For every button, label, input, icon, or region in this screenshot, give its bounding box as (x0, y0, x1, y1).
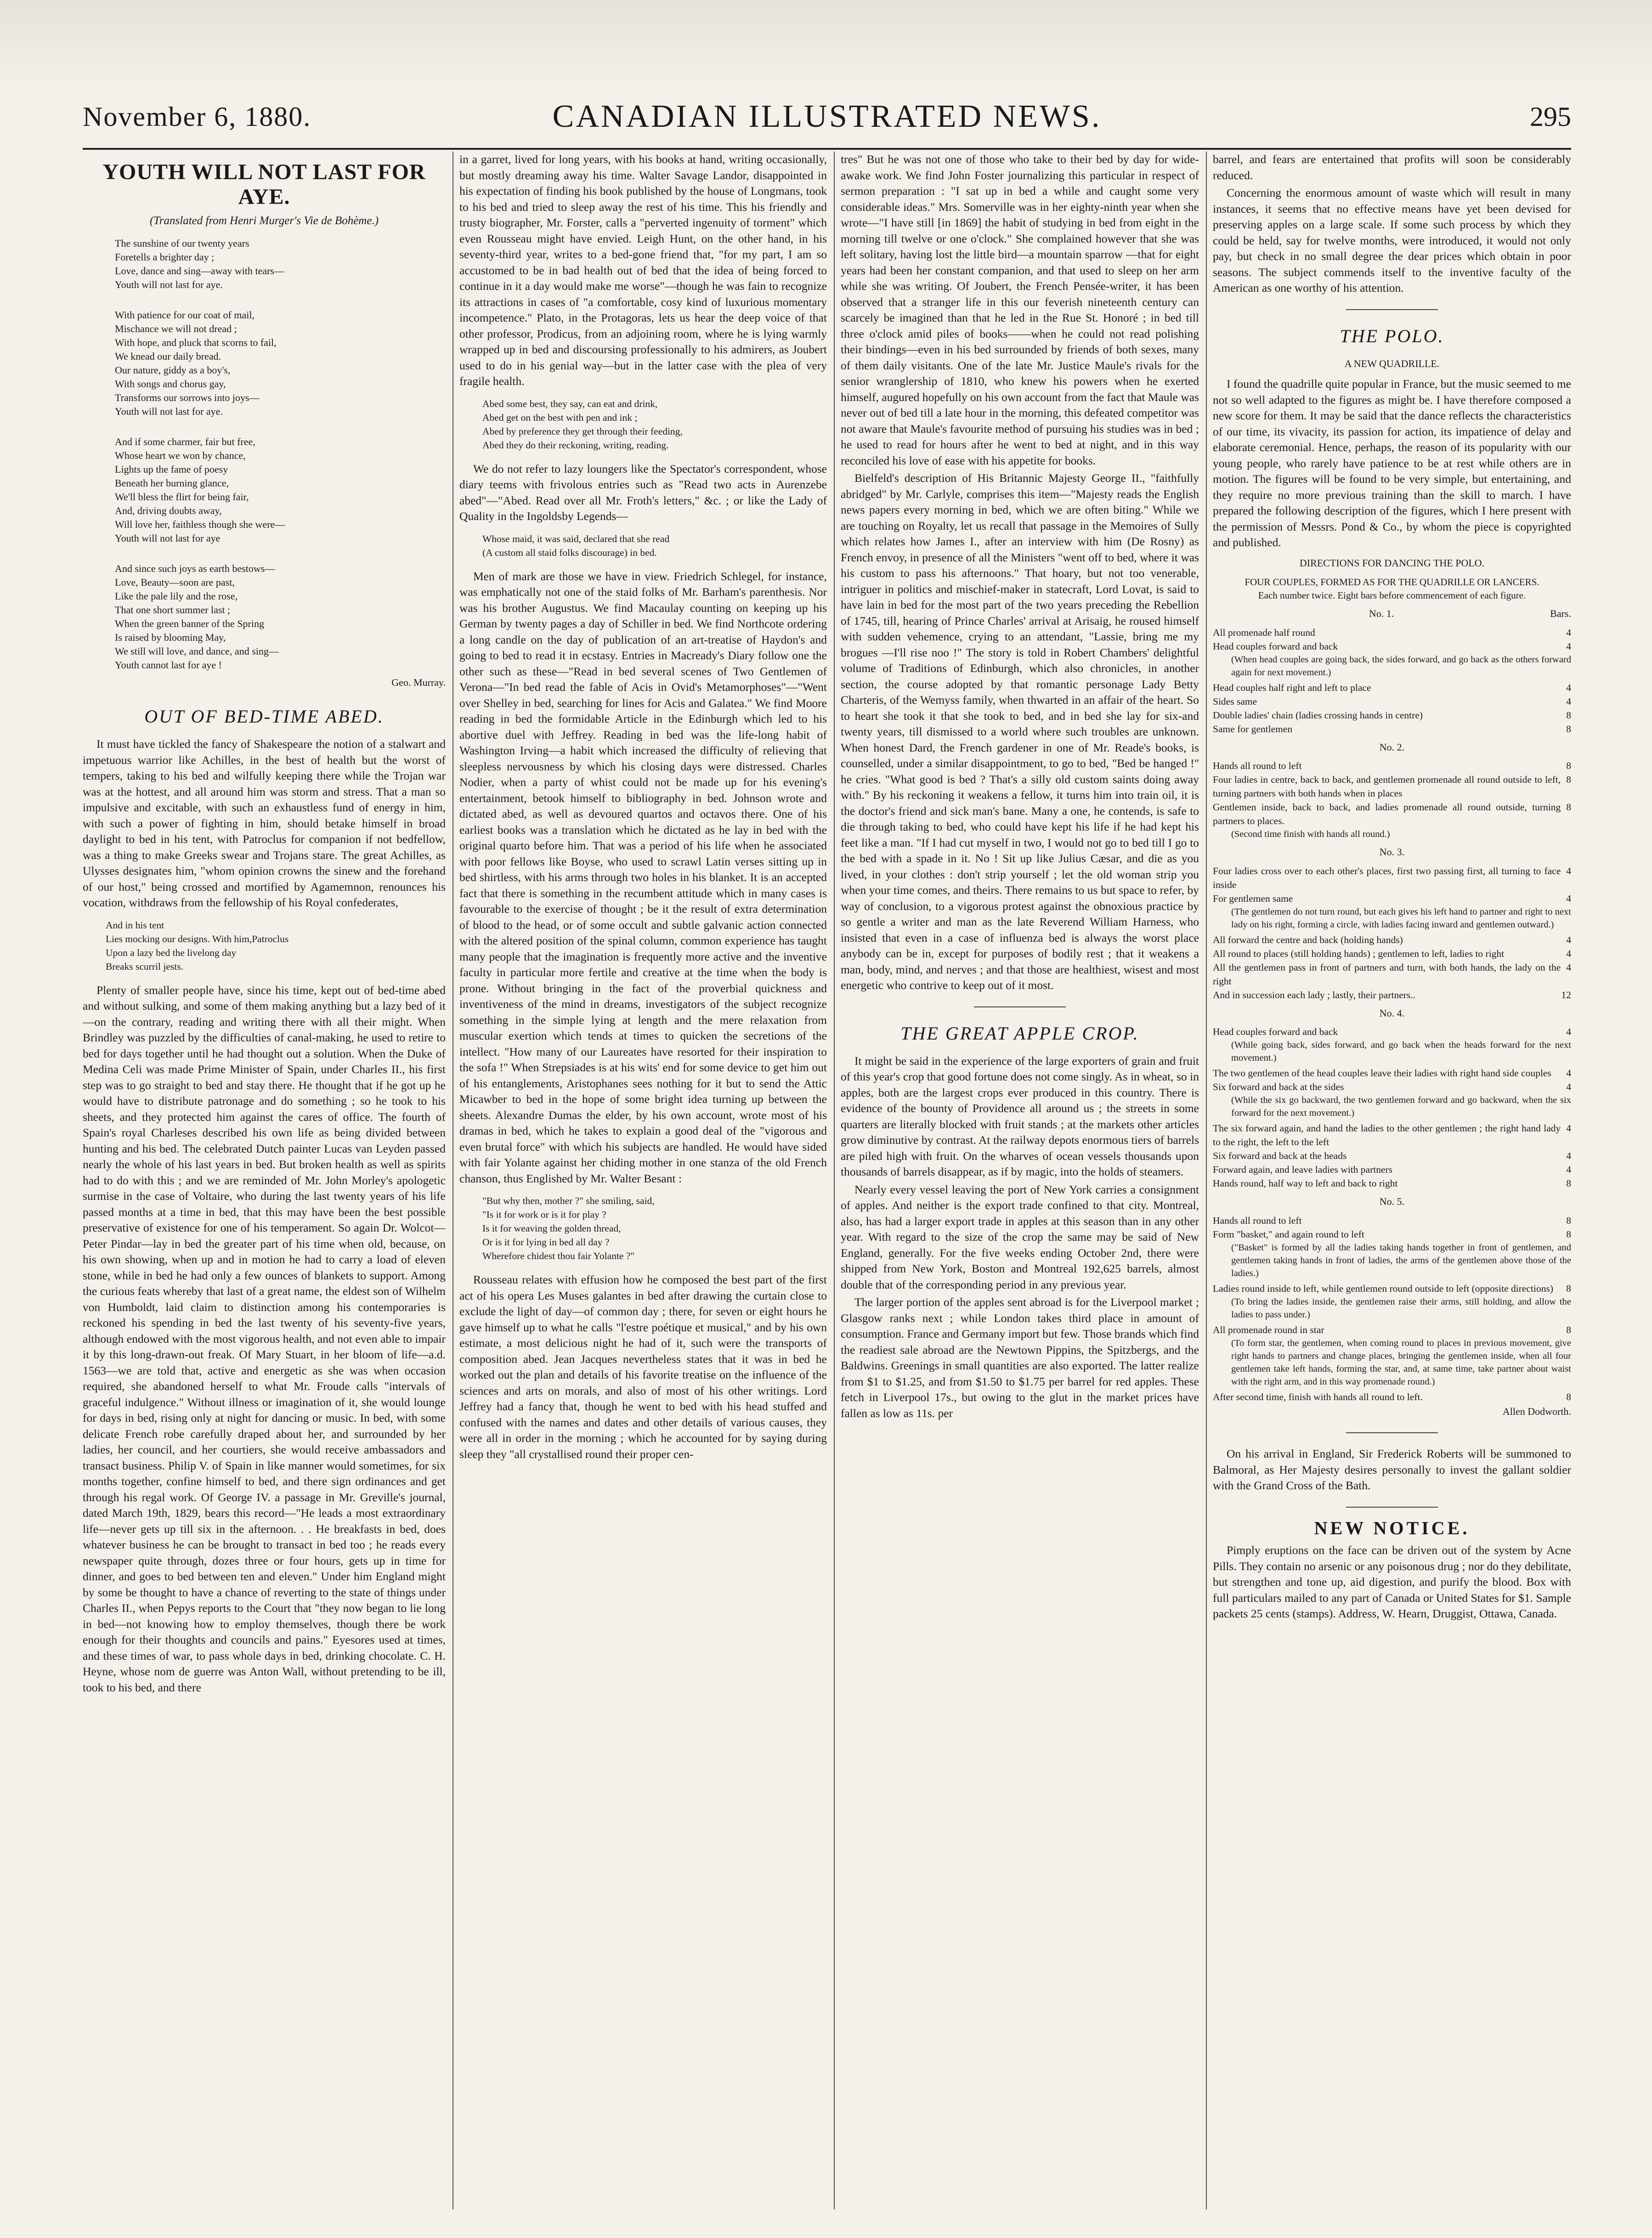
bars-label: Bars. (1550, 608, 1571, 619)
figure-step (1213, 864, 1571, 892)
figure-step (1213, 1323, 1571, 1337)
figure-step-text: Forward again, and leave ladies with partners (1213, 1164, 1393, 1175)
figure-step-text: Same for gentlemen (1213, 723, 1293, 735)
figure-step-text: The two gentlemen of the head couples leave their ladies with right hand side couples (1213, 1068, 1551, 1079)
section-divider (974, 1006, 1066, 1007)
figure-step (1213, 759, 1571, 773)
column-1 (83, 152, 446, 2210)
figure-step (1213, 933, 1571, 947)
newspaper-title: CANADIAN ILLUSTRATED NEWS. (552, 99, 1102, 134)
figure-step (1213, 722, 1571, 736)
figure-step (1213, 800, 1571, 828)
article-paragraph: Men of mark are those we have in view. Friedrich Schlegel, for instance, was emphatically not one of the staid folks of Mr. Barham's parenthesis. Nor was his brother Augustus. We find Macaulay counting on keeping up his German by twenty pages a day of Schiller in bed. We find Northcote ordering a long candle on the day of publication of an art-treatise of Haydon's and going to bed to read it in ecstasy. Entries in Macready's Diary follow one the other such as these—"Read in bed several scenes of Two Gentlemen of Verona—"In bed read the fable of Acis in Ovid's Metamorphoses"—"Went over Shelley in bed, searching for lines for Acis and Galatea." We find Moore reading in bed the formidable Article in the Edinburgh which led to his abortive duel with Jeffrey. Reading in bed was the life-long habit of Washington Irving—a habit which increased the difficulty of relieving that sleepless nervousness by which his closing days were distressed. Charles Nodier, when a party of whist could not be made up for his evening's entertainment, betook himself to bibliography in bed. Johnson wrote and dictated abed, as well as devoured quartos and octavos there. One of his earliest books was a translation which he dictated as he lay in bed with the original quarto before him. That was a period of his life when he associated with poor fellows like Boyse, who used to scrawl Latin verses sitting up in bed shirtless, with his arms through two holes in his blanket. It is an accepted fact that there is something in the recumbent attitude which in many cases is favourable to the exercise of thought ; be it the result of extra determination of blood to the head, or of some occult and subtle galvanic action connected with the altered position of the spinal column, common experience has taught many people that the imagination is frequently more active and the inventive faculty in particular more fertile and creative at the time when the body is prone. Without bringing in the fact of the proverbial quickness and inventiveness of the mind in dreams, investigators of the subject recognize something in the simple lying at length and the mere relaxation from muscular exertion which tends at times to quicken the secretions of the intellect. "How many of our Laureates have resorted for their inspiration to the sofa !" When Strepsiades is at his wits' end for some device to get him out of his entanglements, Aristophanes sees nothing for it but to send the Attic Micawber to bed in the hope of some bright idea turning up between the sheets. Alexandre Dumas the elder, by his own account, wrote most of his dramas in bed, which he takes to explain a good deal of the "vigorous and even brutal force" with which his subjects are handled. He would have sided with fair Yolante against her chiding mother in one stanza of the old French chanson, thus Englished by Mr. Walter Besant : (459, 569, 827, 1185)
masthead (83, 92, 1571, 147)
column-divider (834, 152, 835, 2210)
figure-step-text: Head couples half right and left to place (1213, 682, 1371, 693)
section-divider (1346, 309, 1438, 310)
article-title: OUT OF BED-TIME ABED. (144, 706, 384, 727)
figure-step-bars: 8 (1566, 723, 1571, 735)
figure-step-text: Gentlemen inside, back to back, and ladies promenade all round outside, turning partners to places. (1213, 802, 1561, 826)
figure-step-text: Ladies round inside to left, while gentlemen round outside to left (opposite directions) (1213, 1283, 1553, 1294)
figure-header (1213, 606, 1571, 622)
figure-step (1213, 892, 1571, 905)
figure-step-bars: 8 (1566, 802, 1571, 813)
figure-step (1213, 639, 1571, 653)
figure-step-text: For gentlemen same (1213, 893, 1293, 904)
figure-step-text: Six forward and back at the sides (1213, 1081, 1344, 1092)
block-quote: "But why then, mother ?" she smiling, said, "Is it for work or is it for play ? Is it for weaving the golden thread, Or is it for lying in bed all day ? Wherefore chidest thou fair Yolante ?" (482, 1195, 655, 1261)
figure-step-text: Six forward and back at the heads (1213, 1150, 1347, 1161)
poem-stanza: The sunshine of our twenty years Foretells a brighter day ; Love, dance and sing—away with tears— Youth will not last for aye. (115, 237, 284, 290)
masthead-rule (83, 148, 1571, 150)
figure-step-bars: 4 (1566, 1026, 1571, 1037)
figure-step-bars: 4 (1566, 961, 1571, 973)
figure-step (1213, 1390, 1571, 1404)
figure-step-bars: 4 (1566, 1068, 1571, 1079)
figure-step-text: The six forward again, and hand the ladies to the other gentlemen ; the right hand lady to the right, the left to the left (1213, 1123, 1561, 1147)
figure-step-text: And in succession each lady ; lastly, their partners.. (1213, 989, 1416, 1000)
figure-step-bars: 4 (1566, 934, 1571, 945)
figure-step-bars: 8 (1566, 1391, 1571, 1402)
article-paragraph: We do not refer to lazy loungers like the Spectator's correspondent, whose diary teems with frivolous entries such as "Read two acts in Aurenzebe abed"—"Abed. Read over all Mr. Froth's letters," &c. ; or like the Lady of Quality in the Ingoldsby Legends— (459, 462, 827, 523)
figure-note: (To bring the ladies inside, the gentlemen raise their arms, still holding, and allow the ladies to pass under.) (1231, 1296, 1571, 1320)
figure-note: ("Basket" is formed by all the ladies taking hands together in front of gentlemen, and gentlemen taking hands in front of ladies, the arms of the gentlemen above those of the ladies.) (1231, 1242, 1571, 1278)
figure-step (1213, 961, 1571, 988)
figure-step-bars: 4 (1566, 1164, 1571, 1175)
figure-step-text: After second time, finish with hands all round to left. (1213, 1391, 1423, 1402)
figure-step-bars: 8 (1566, 774, 1571, 785)
figure-step (1213, 1282, 1571, 1295)
figure-header (1213, 844, 1571, 860)
column-4 (1213, 152, 1571, 2210)
article-paragraph: tres" But he was not one of those who take to their bed by day for wide-awake work. We find John Foster journalizing this particular in respect of sermon preparation : "I sat up in bed a while and caught some very considerable ideas." Mrs. Somerville was in her eighty-ninth year when she wrote—"I have still [in 1869] the habit of studying in bed from eight in the morning till twelve or one o'clock." She complained however that she was left solitary, having lost the little bird—a mountain sparrow —that for eight years had been her constant companion, and that used to sleep on her arm while she was writing. Of Joubert, the French Pensée-writer, it has been observed that a stranger life in this our feverish nineteenth century can scarcely be imagined than that he led in the Rue St. Honoré ; in bed till three o'clock amid piles of books——when he could not read polishing their bindings—even in his bed surrounded by friends of both sexes, many of them daily visitants. One of the late Mr. Justice Maule's rivals for the senior wranglership of 1810, who knew his powers when he exerted himself, augured hopefully on his own account from the fact that Maule was never out of bed till a late hour in the morning, this defeated competitor was not aware that Maule's favourite method of pursuing his studies was in bed ; he used to read for hours after he went to bed at night, and in this way reconciled his love of ease with his appetite for books. (841, 153, 1199, 467)
article-subtitle: A NEW QUADRILLE. (1344, 357, 1440, 369)
figure-step-text: Double ladies' chain (ladies crossing hands in centre) (1213, 709, 1423, 721)
figure-header (1213, 1194, 1571, 1210)
figure-note: (The gentlemen do not turn round, but each gives his left hand to partner and right to next lady on his right, forming a circle, with ladies facing inward and gentlemen outward.) (1231, 906, 1571, 930)
figure-step-bars: 8 (1566, 1215, 1571, 1226)
article-paragraph: I found the quadrille quite popular in France, but the music seemed to me not so well adapted to the figures as might be. I have therefore composed a new score for them. It may be said that the dance reflects the characteristics of our time, its vivacity, its passion for action, its impatience of delay and elaborate ceremonial. Hence, perhaps, the reason of its popularity with our young people, who rarely have patience to be at rest while others are in motion. The figures will be found to be very simple, but entertaining, and they require no more previous training than the skill to march. I have prepared the following description of the figures, which I here present with the permission of Messrs. Pond & Co., by whom the piece is copyrighted and published. (1213, 377, 1571, 549)
figure-step-bars: 4 (1566, 865, 1571, 876)
figure-number: No. 3. (1379, 846, 1405, 858)
figure-list (1213, 864, 1571, 1002)
figure-step-bars: 8 (1566, 1228, 1571, 1240)
article-paragraph: Bielfeld's description of His Britannic Majesty George II., "faithfully abridged" by Mr. Carlyle, comprises this item—"Majesty reads the English news papers every morning in bed, which we are often biting." While we are touching on Royalty, let us recall that passage in the Memoires of Sully which relates how James I., after an interview with him (De Rosny) as French envoy, in presence of all the Ministers "went off to bed, where it was his custom to pass his afternoons." That hoary, but not too venerable, intriguer in politics and mischief-maker in statecraft, Lord Lovat, is said to have lain in bed for the most part of the two years preceding the Rebellion of 1745, till, hearing of Prince Charles' arrival at Arisaig, he roused himself with sudden vehemence, crying to an attendant, "Lassie, bring me my brogues —I'll rise noo !" The story is told in Robert Chambers' delightful volume of Traditions of Edinburgh, which also chronicles, in another section, the course adopted by that romantic personage Lady Betty Charteris, of the Wemyss family, when thwarted in an affair of the heart. So to heart she took it that she took to bed, and in bed she lay for six-and twenty years, till dismissed to a world where such troubles are unknown. When honest Dard, the French gardener in one of Mr. Reade's books, is counselled, under a similar disappointment, to go to bed, "Bed be hanged !" he cries. "What good is bed ? That's a silly old custom saints doing away with." By his reckoning it weakens a fellow, it turns him into train oil, it is the doctor's friend and sick man's bane. Many a one, he contends, is safe to die through taking to bed, who could have kept his life if he had kept his feet like a man. "If I had cut myself in two, I would not go to bed till I go to the bed with a spade in it. No ! Sit up like Julius Cæsar, and die as you lived, in your clothes : don't strip yourself ; let the old woman strip you when your time comes, and theirs. There remains to us but space to refer, by way of conclusion, to a vigorous protest against the obnoxious practice by so gentle a writer and man as the late Reverend William Harness, who insisted that even in a case of influenza bed is always the worst place anybody can be in, except for purposes of bodily rest ; that it weakens a man, body, mind, and nerves ; and that those are healthiest, wisest and most energetic who contrive to keep out of it most. (841, 471, 1199, 992)
block-quote: Whose maid, it was said, declared that she read (A custom all staid folks discourage) in bed. (482, 533, 670, 558)
figure-number: No. 2. (1379, 741, 1405, 753)
figure-header (1213, 740, 1571, 756)
figure-step-bars: 4 (1566, 640, 1571, 652)
figure-step (1213, 708, 1571, 722)
figure-step-text: Head couples forward and back (1213, 640, 1338, 652)
notice-title: NEW NOTICE. (1314, 1517, 1470, 1538)
figure-step-text: Head couples forward and back (1213, 1026, 1338, 1037)
figure-step (1213, 1163, 1571, 1176)
figure-step-text: Sides same (1213, 695, 1257, 707)
page-number: 295 (1530, 102, 1571, 132)
figure-step (1213, 1149, 1571, 1163)
article-paragraph: It must have tickled the fancy of Shakespeare the notion of a stalwart and impetuous warrior like Achilles, in the best of health but the worst of tempers, taking to his bed and wilfully keeping there while the Trojan war was at the hottest, and all around him was storm and stress. That a man so impulsive and excitable, with such an exhaustless fund of energy in him, with such a power of fighting in him, should betake himself in broad daylight to bed in his tent, with Patroclus for companion if not bedfellow, was a thing to make Greeks swear and Trojans stare. The great Achilles, as Ulysses designates him, "whom opinion crowns the sinew and the forehand of our host," being crossed and mortified by Agamemnon, renounces his vocation, withdraws from the fellowship of his Royal confederates, (83, 737, 446, 909)
article-paragraph: The larger portion of the apples sent abroad is for the Liverpool market ; Glasgow ranks next ; while London takes third place in amount of consumption. France and Germany import but few. Those brands which find the readiest sale abroad are the Newtown Pippins, the Spitzbergs, and the Baldwins. Greenings in small quantities are also exported. The latter realize from $1 to $1.25, and from $1.50 to $1.75 per barrel for red apples. These fetch in Liverpool 17s., but owing to the glut in the market prices have fallen as low as 11s. per (841, 1295, 1199, 1420)
figure-step (1213, 988, 1571, 1002)
figure-step (1213, 1066, 1571, 1080)
figure-step (1213, 1176, 1571, 1190)
section-divider (1346, 1507, 1438, 1508)
figure-step-text: All the gentlemen pass in front of partners and turn, with both hands, the lady on the right (1213, 961, 1561, 987)
figure-step (1213, 947, 1571, 961)
figure-step-bars: 8 (1566, 760, 1571, 771)
figure-note: (Second time finish with hands all round.) (1231, 829, 1390, 839)
figure-step-bars: 12 (1561, 989, 1571, 1000)
page-top-margin (0, 0, 1652, 92)
figure-step-bars: 4 (1566, 627, 1571, 638)
figure-step-text: Four ladies cross over to each other's places, first two passing first, all turning to face inside (1213, 865, 1561, 890)
article-paragraph: It might be said in the experience of the large exporters of grain and fruit of this year's crop that good fortune does not come singly. As in wheat, so in apples, both are the largest crops ever produced in this country. There is evidence of the bounty of Providence all around us ; the streets in some quarters are literally blocked with fruit stands ; at the markets other articles grow diminutive by contrast. At the railway depots enormous tiers of barrels are piled high with fruit. On the wharves of ocean vessels thousands upon thousands of barrels disappear, as if by magic, into the holds of steamers. (841, 1054, 1199, 1178)
article-title: THE POLO. (1340, 325, 1444, 346)
column-3 (841, 152, 1199, 2210)
poem-stanza: And since such joys as earth bestows— Love, Beauty—soon are past, Like the pale lily and the rose, That one short summer last ; When the green banner of the Spring Is raised by blooming May, We still will love, and dance, and sing— Youth cannot last for aye ! (115, 562, 279, 671)
figure-step-text: Hands all round to left (1213, 1215, 1302, 1226)
figure-step-text: All promenade half round (1213, 627, 1315, 638)
figure-step (1213, 1121, 1571, 1149)
figure-step (1213, 681, 1571, 695)
figure-list (1213, 1025, 1571, 1190)
figure-step-bars: 4 (1566, 1123, 1571, 1134)
figure-step-bars: 8 (1566, 709, 1571, 721)
figure-step-bars: 4 (1566, 682, 1571, 693)
poem-stanza: And if some charmer, fair but free, Whose heart we won by chance, Lights up the fame of poesy Beneath her burning glance, We'll bless the flirt for being fair, And, driving doubts away, Will love her, faithless though she were— Youth will not last for aye (115, 435, 285, 544)
issue-date: November 6, 1880. (83, 102, 311, 132)
figure-note: (When head couples are going back, the sides forward, and go back as the others forward again for next movement.) (1231, 654, 1571, 678)
figure-step-bars: 8 (1566, 1283, 1571, 1294)
figure-step-text: All promenade round in star (1213, 1324, 1324, 1335)
figure-step-bars: 4 (1566, 948, 1571, 959)
block-quote: And in his tent Lies mocking our designs. With him,Patroclus Upon a lazy bed the livelong day Breaks scurril jests. (106, 919, 289, 972)
news-item: On his arrival in England, Sir Frederick Roberts will be summoned to Balmoral, as Her Majesty desires personally to invest the gallant soldier with the Grand Cross of the Bath. (1213, 1447, 1571, 1492)
figure-number: No. 5. (1379, 1196, 1405, 1207)
figure-step-text: Four ladies in centre, back to back, and gentlemen promenade all round outside to left, turning partners with both hands when in places (1213, 774, 1561, 799)
article-paragraph: barrel, and fears are entertained that profits will soon be considerably reduced. (1213, 153, 1571, 182)
figure-number: No. 1. (1369, 608, 1394, 619)
directions-heading: DIRECTIONS FOR DANCING THE POLO. (1299, 557, 1485, 569)
figure-step-text: All round to places (still holding hands) ; gentlemen to left, ladies to right (1213, 948, 1505, 959)
figure-header (1213, 1006, 1571, 1022)
article-paragraph: Nearly every vessel leaving the port of New York carries a consignment of apples. And neither is the export trade confined to that city. Montreal, also, has had a larger export trade in apples at this season than in any other year. With regard to the size of the crop the same may be said of New England, generally. For the five weeks ending October 2nd, there were shipped from New York, Boston and Montreal 192,625 barrels, almost double that of the corresponding period in any previous year. (841, 1182, 1199, 1291)
each-number-note: Each number twice. Eight bars before commencement of each figure. (1258, 590, 1526, 601)
figure-step (1213, 1080, 1571, 1094)
advertisement: Pimply eruptions on the face can be driven out of the system by Acne Pills. They contain no arsenic or any poisonous drug ; nor do they debilitate, but strengthen and tone up, aid digestion, and purify the blood. Box with full particulars mailed to any part of Canada or United States for $1. Sample packets 25 cents (stamps). Address, W. Hearn, Druggist, Ottawa, Canada. (1213, 1543, 1571, 1620)
figure-note: (To form star, the gentlemen, when coming round to places in previous movement, give right hands to partners and change places, bringing the gentlemen inside, when all four gentlemen take left hands, forming the star, and, at same time, take partner about waist with the right arm, and in this way promenade round.) (1231, 1338, 1571, 1387)
figure-note: (While going back, sides forward, and go back when the heads forward for the next movement.) (1231, 1040, 1571, 1063)
poem-title: YOUTH WILL NOT LAST FOR AYE. (102, 160, 426, 209)
figure-step-bars: 8 (1566, 1324, 1571, 1335)
article-paragraph: Plenty of smaller people have, since his time, kept out of bed-time abed and without sulking, and some of them making anything but a lazy bed of it—on the contrary, reading and writing there with all their might. When Brindley was puzzled by the difficulties of canal-making, he used to retire to bed for days together until he had thought out a solution. When the Duke of Medina Celi was made Prime Minister of Spain, under Charles II., his first step was to go straight to bed and stay there. He thought that if he got up he would have to distribute patronage and do something ; so he took to his sheets, and they protected him against the cares of office. The fourth of Spain's royal Charleses described his own life as being divided between hunting and his bed. The celebrated Dutch painter Lucas van Leyden passed nearly the whole of his last years in bed. But broken health as well as spirits had to do with this ; and we are reminded of Mr. John Morley's apologetic surmise in the case of Voltaire, who during the last twenty years of his life passed months at a time in bed, that this may have been the best possible preservative of existence for one of his temperament. So again Dr. Wolcot—Peter Pindar—lay in bed the greater part of his time when old, because, on his own showing, when up and in motion he had to carry a load of eleven stone, while in bed he had only a few ounces of blankets to support. Among the curious feats whereby that last of a great name, the eldest son of Wilhelm von Humboldt, laid claim to distinction among his contemporaries is reckoned his spending in bed the last twenty of his seventy-five years, although endowed with the most vigorous health, and not even able to impair it by this long-drawn-out freak. Of Mary Stuart, in her bloom of life—a.d. 1563—we are told that, active and energetic as she was when occasion required, she abandoned herself to what Mr. Froude calls "intervals of graceful indulgence." Without illness or imagination of it, she would lounge for days in bed, rising only at night for dancing or music. In bed, with some delicate French robe carefully draped about her, and surrounded by her ladies, her council, and her courtiers, she would receive ambassadors and transact business. Philip V. of Spain in like manner would sometimes, for six months together, confine himself to bed, and there sign ordinances and get through his regal work. Of George IV. a passage in Mr. Greville's journal, dated March 19th, 1829, bears this record—"He leads a most extraordinary life—never gets up till six in the afternoon. . . He breakfasts in bed, does whatever business he can be brought to transact in bed too ; he reads every newspaper quite through, dozes three or four hours, gets up in time for dinner, and goes to bed between ten and eleven." Under him England might by some be thought to have a chance of reverting to the state of things under Charles II., when Pepys reports to the Court that "they now began to lie long in bed—not knowing how to employ themselves, though there be work enough for their thoughts and councils and pains." Eyesores used at times, and these times of war, to pass whole days in bed, drinking chocolate. C. H. Heyne, whose nom de guerre was Anton Wall, without pretending to be ill, took to his bed, and there (83, 983, 446, 1694)
figure-list (1213, 626, 1571, 736)
figure-step (1213, 695, 1571, 708)
quadrille-signature: Allen Dodworth. (1502, 1405, 1571, 1417)
figure-step-text: Hands all round to left (1213, 760, 1302, 771)
figure-step (1213, 626, 1571, 639)
article-paragraph: Rousseau relates with effusion how he composed the best part of the first act of his opera Les Muses galantes in bed after drawing the curtain close to exclude the light of day—of common day ; there, for seven or eight hours he gave himself up to what he calls "l'estre poétique et musical," and by his own estimate, a most delicious night he had of it, such were the transports of composition abed. Jean Jacques nevertheless states that it was in bed he worked out the plan and details of his favorite treatise on the influence of the sciences and arts on morals, and also of most of his other writings. Lord Jeffrey had a fancy that, though he went to bed with his head stuffed and confused with the names and dates and other details of various causes, they were all in order in the morning ; which he accounted for by saying during sleep they "all crystallised round their proper cen- (459, 1273, 827, 1461)
figure-note: (While the six go backward, the two gentlemen forward and go backward, when the six forward for the next movement.) (1231, 1095, 1571, 1118)
figure-step-bars: 4 (1566, 1081, 1571, 1092)
figure-step-text: Hands round, half way to left and back to right (1213, 1178, 1398, 1189)
figure-number: No. 4. (1379, 1007, 1405, 1019)
poem-stanza: With patience for our coat of mail, Mischance we will not dread ; With hope, and pluck that scorns to fail, We knead our daily bread. Our nature, giddy as a boy's, With songs and chorus gay, Transforms our sorrows into joys— Youth will not last for aye. (115, 309, 277, 417)
figure-step-bars: 4 (1566, 1150, 1571, 1161)
couples-heading: FOUR COUPLES, FORMED AS FOR THE QUADRILLE OR LANCERS. (1245, 576, 1539, 588)
figure-step (1213, 1227, 1571, 1241)
article-paragraph: Concerning the enormous amount of waste which will result in many instances, it seems that no effective means have yet been devised for preserving apples on a large scale. If some such process by which they could be held, say for twelve months, were introduced, it would not only pay, but check in no small degree the dear prices which obtain in poor seasons. The subject commends itself to the inventive faculty of the American as one worthy of his attention. (1213, 186, 1571, 294)
figure-step-bars: 4 (1566, 893, 1571, 904)
figure-step-text: Form "basket," and again round to left (1213, 1228, 1364, 1240)
figure-list (1213, 759, 1571, 841)
block-quote: Abed some best, they say, can eat and drink, Abed get on the best with pen and ink ; Abed by preference they get through their feeding, Abed they do their reckoning, writing, reading. (482, 398, 683, 451)
figure-step (1213, 1025, 1571, 1039)
figure-step-bars: 8 (1566, 1178, 1571, 1189)
section-divider (1346, 1432, 1438, 1433)
column-divider (1206, 152, 1207, 2210)
article-title: THE GREAT APPLE CROP. (900, 1023, 1139, 1044)
figure-step-text: All forward the centre and back (holding hands) (1213, 934, 1403, 945)
column-2 (459, 152, 827, 2210)
figure-step (1213, 773, 1571, 800)
article-paragraph: in a garret, lived for long years, with his books at hand, writing occasionally, but mostly dreaming away his time. Walter Savage Landor, disappointed in his expectation of finding his book published by the house of Longmans, took to his bed and tried to sleep away the rest of his time. This his friendly and trusty biographer, Mr. Forster, calls a "perverted ingenuity of torment" which even Rousseau might have envied. Leigh Hunt, on the other hand, in his seventy-third year, writes to a bed-gone friend that, "for my part, I am so accustomed to be in bad health out of bed that the idea of being forced to continue in it a day would make me worse"—though he was fain to recognize its attractions in cases of "a comfortable, cosy kind of luxurious momentary incompetence." Plato, in the Protagoras, lets us hear the deep voice of that other professor, Prodicus, from an adjoining room, where he is lying warmly wrapped up in bed and discoursing professionally to his admirers, as Joubert used to do in his genial way—but in the latter case with the plea of very fragile health. (459, 153, 827, 388)
poem-signature: Geo. Murray. (391, 676, 446, 688)
poem-subtitle: (Translated from Henri Murger's Vie de Bohème.) (149, 215, 379, 227)
figure-list (1213, 1214, 1571, 1404)
figure-step (1213, 1214, 1571, 1227)
figure-step-bars: 4 (1566, 695, 1571, 707)
